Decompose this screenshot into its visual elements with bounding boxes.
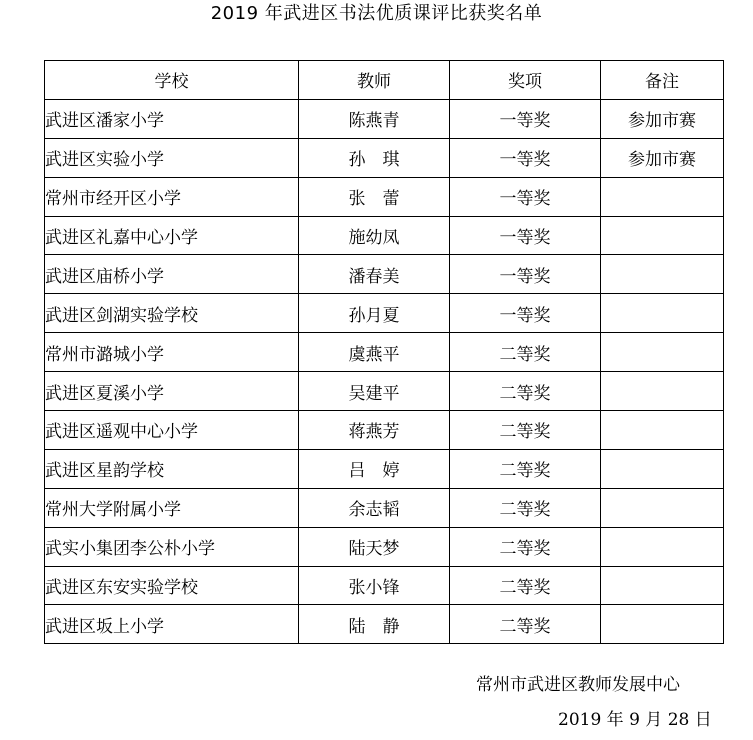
award-cell: 二等奖 (450, 488, 601, 527)
note-cell (601, 333, 724, 372)
award-cell: 一等奖 (450, 177, 601, 216)
table-body (45, 99, 724, 643)
note-cell: 参加市赛 (601, 138, 724, 177)
award-cell: 一等奖 (450, 138, 601, 177)
school-cell: 武实小集团李公朴小学 (45, 527, 299, 566)
teacher-cell: 吴建平 (299, 372, 450, 411)
table-row (45, 99, 724, 138)
teacher-cell: 陆天梦 (299, 527, 450, 566)
note-cell (601, 294, 724, 333)
header-teacher: 教师 (299, 61, 450, 100)
note-cell (601, 566, 724, 605)
award-cell: 二等奖 (450, 333, 601, 372)
table-row (45, 372, 724, 411)
award-cell: 二等奖 (450, 566, 601, 605)
teacher-cell: 施幼凤 (299, 216, 450, 255)
award-cell: 一等奖 (450, 294, 601, 333)
teacher-cell: 孙 琪 (299, 138, 450, 177)
table-row (45, 138, 724, 177)
table-row (45, 177, 724, 216)
table-row (45, 488, 724, 527)
note-cell (601, 605, 724, 644)
note-cell (601, 527, 724, 566)
note-cell (601, 411, 724, 450)
note-cell (601, 488, 724, 527)
school-cell: 武进区星韵学校 (45, 449, 299, 488)
teacher-cell: 吕 婷 (299, 449, 450, 488)
school-cell: 武进区东安实验学校 (45, 566, 299, 605)
teacher-cell: 陈燕青 (299, 99, 450, 138)
header-award: 奖项 (450, 61, 601, 100)
school-cell: 常州大学附属小学 (45, 488, 299, 527)
school-cell: 武进区潘家小学 (45, 99, 299, 138)
award-table (44, 60, 724, 644)
school-cell: 常州市经开区小学 (45, 177, 299, 216)
teacher-cell: 余志韬 (299, 488, 450, 527)
school-cell: 武进区庙桥小学 (45, 255, 299, 294)
teacher-cell: 潘春美 (299, 255, 450, 294)
header-school: 学校 (45, 61, 299, 100)
page-title: 2019 年武进区书法优质课评比获奖名单 (210, 3, 543, 24)
table-row (45, 605, 724, 644)
school-cell: 武进区剑湖实验学校 (45, 294, 299, 333)
table-row (45, 449, 724, 488)
award-cell: 一等奖 (450, 255, 601, 294)
table-row (45, 411, 724, 450)
table-row (45, 216, 724, 255)
issue-date: 2019 年 9 月 28 日 (558, 710, 712, 730)
teacher-cell: 蒋燕芳 (299, 411, 450, 450)
note-cell (601, 255, 724, 294)
school-cell: 武进区遥观中心小学 (45, 411, 299, 450)
award-cell: 二等奖 (450, 527, 601, 566)
note-cell (601, 449, 724, 488)
school-cell: 常州市潞城小学 (45, 333, 299, 372)
note-cell (601, 372, 724, 411)
teacher-cell: 张小锋 (299, 566, 450, 605)
table-row (45, 255, 724, 294)
award-cell: 二等奖 (450, 449, 601, 488)
school-cell: 武进区夏溪小学 (45, 372, 299, 411)
table-row (45, 333, 724, 372)
award-cell: 一等奖 (450, 216, 601, 255)
teacher-cell: 虞燕平 (299, 333, 450, 372)
table-row (45, 527, 724, 566)
award-cell: 二等奖 (450, 372, 601, 411)
teacher-cell: 陆 静 (299, 605, 450, 644)
school-cell: 武进区实验小学 (45, 138, 299, 177)
table-row (45, 294, 724, 333)
issuing-organization: 常州市武进区教师发展中心 (476, 675, 680, 695)
school-cell: 武进区坂上小学 (45, 605, 299, 644)
teacher-cell: 孙月夏 (299, 294, 450, 333)
note-cell (601, 216, 724, 255)
award-cell: 二等奖 (450, 605, 601, 644)
table-row (45, 566, 724, 605)
school-cell: 武进区礼嘉中心小学 (45, 216, 299, 255)
teacher-cell: 张 蕾 (299, 177, 450, 216)
note-cell: 参加市赛 (601, 99, 724, 138)
note-cell (601, 177, 724, 216)
award-cell: 一等奖 (450, 99, 601, 138)
award-cell: 二等奖 (450, 411, 601, 450)
table-header-row (45, 61, 724, 100)
header-note: 备注 (601, 61, 724, 100)
